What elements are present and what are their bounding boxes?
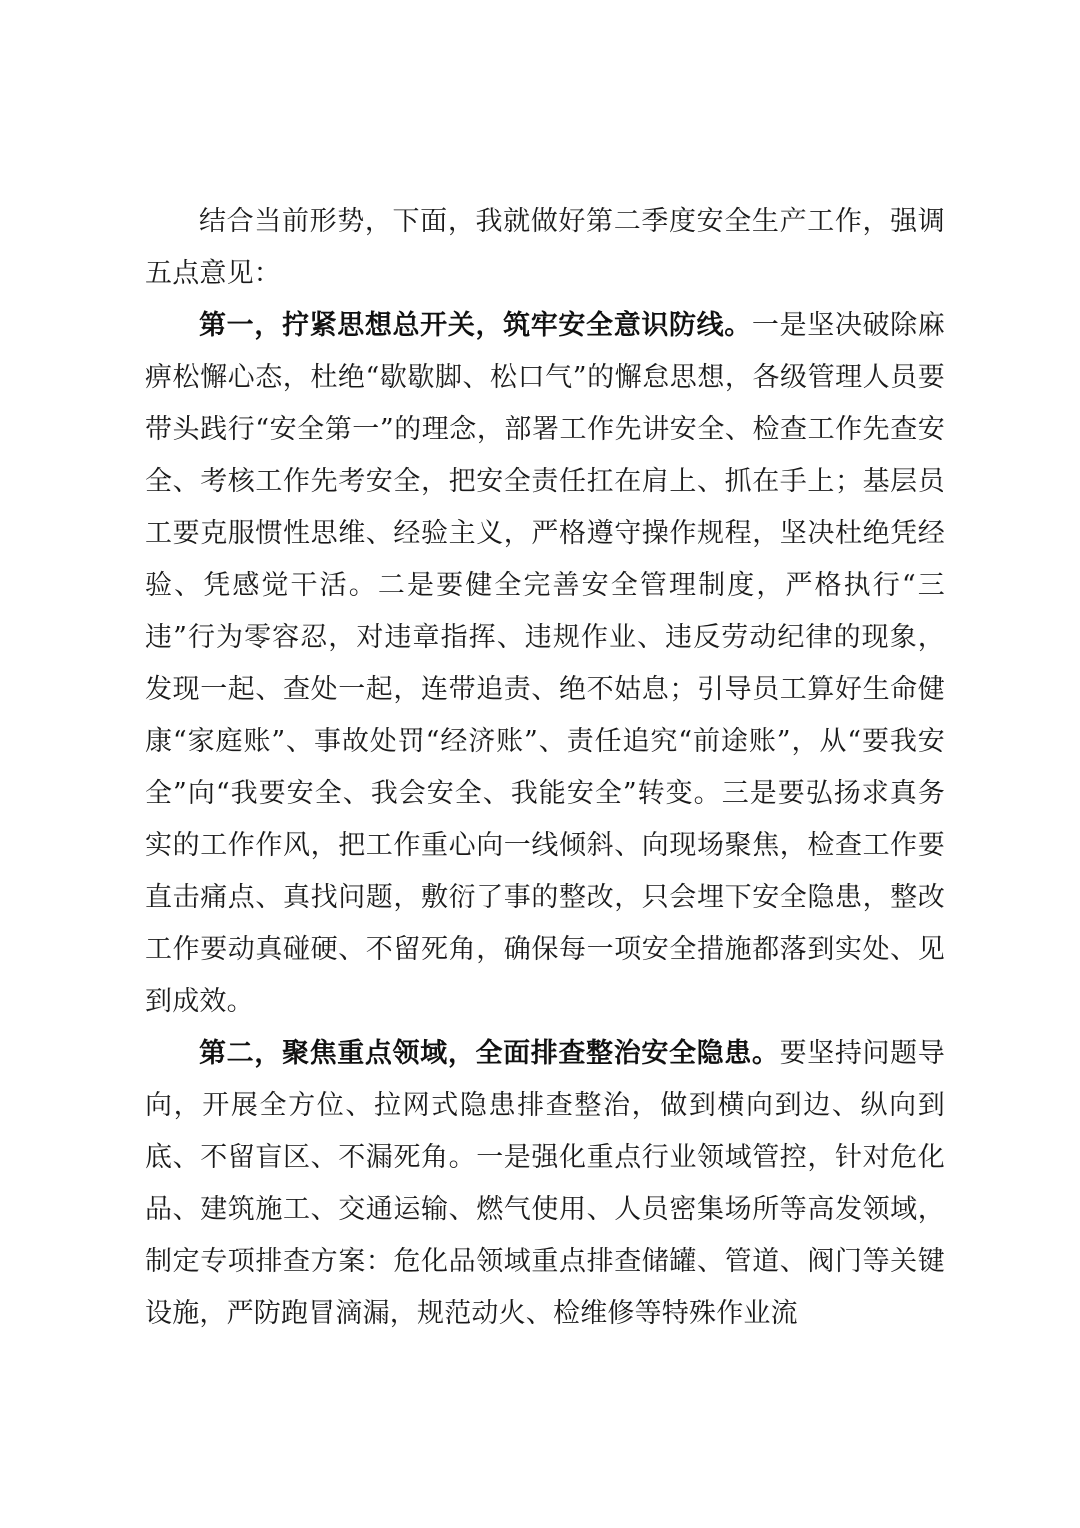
paragraph-second-point: [145, 1028, 945, 1340]
paragraph-intro: [145, 196, 945, 300]
first-point-heading: 第一，拧紧思想总开关，筑牢安全意识防线。: [199, 310, 752, 341]
paragraph-intro-text: 结合当前形势，下面，我就做好第二季度安全生产工作，强调五点意见：: [145, 206, 945, 289]
first-point-body: 一是坚决破除麻痹松懈心态，杜绝“歇歇脚、松口气”的懈怠思想，各级管理人员要带头践行“安全第一”的理念，部署工作先讲安全、检查工作先查安全、考核工作先考安全，把安全责任扛在肩上、抓在手上；基层员工要克服惯性思维、经验主义，严格遵守操作规程，坚决杜绝凭经验、凭感觉干活。二是要健全完善安全管理制度，严格执行“三违”行为零容忍，对违章指挥、违规作业、违反劳动纪律的现象，发现一起、查处一起，连带追责、绝不姑息；引导员工算好生命健康“家庭账”、事故处罚“经济账”、责任追究“前途账”，从“要我安全”向“我要安全、我会安全、我能安全”转变。三是要弘扬求真务实的工作作风，把工作重心向一线倾斜、向现场聚焦，检查工作要直击痛点、真找问题，敷衍了事的整改，只会埋下安全隐患，整改工作要动真碰硬、不留死角，确保每一项安全措施都落到实处、见到成效。: [145, 310, 945, 1017]
second-point-body: 要坚持问题导向，开展全方位、拉网式隐患排查整治，做到横向到边、纵向到底、不留盲区、不漏死角。一是强化重点行业领域管控，针对危化品、建筑施工、交通运输、燃气使用、人员密集场所等高发领域，制定专项排查方案：危化品领域重点排查储罐、管道、阀门等关键设施，严防跑冒滴漏，规范动火、检维修等特殊作业流: [145, 1038, 946, 1329]
paragraph-first-point: [145, 300, 945, 1028]
second-point-heading: 第二，聚焦重点领域，全面排查整治安全隐患。: [199, 1038, 780, 1069]
document-body: [145, 196, 945, 1340]
